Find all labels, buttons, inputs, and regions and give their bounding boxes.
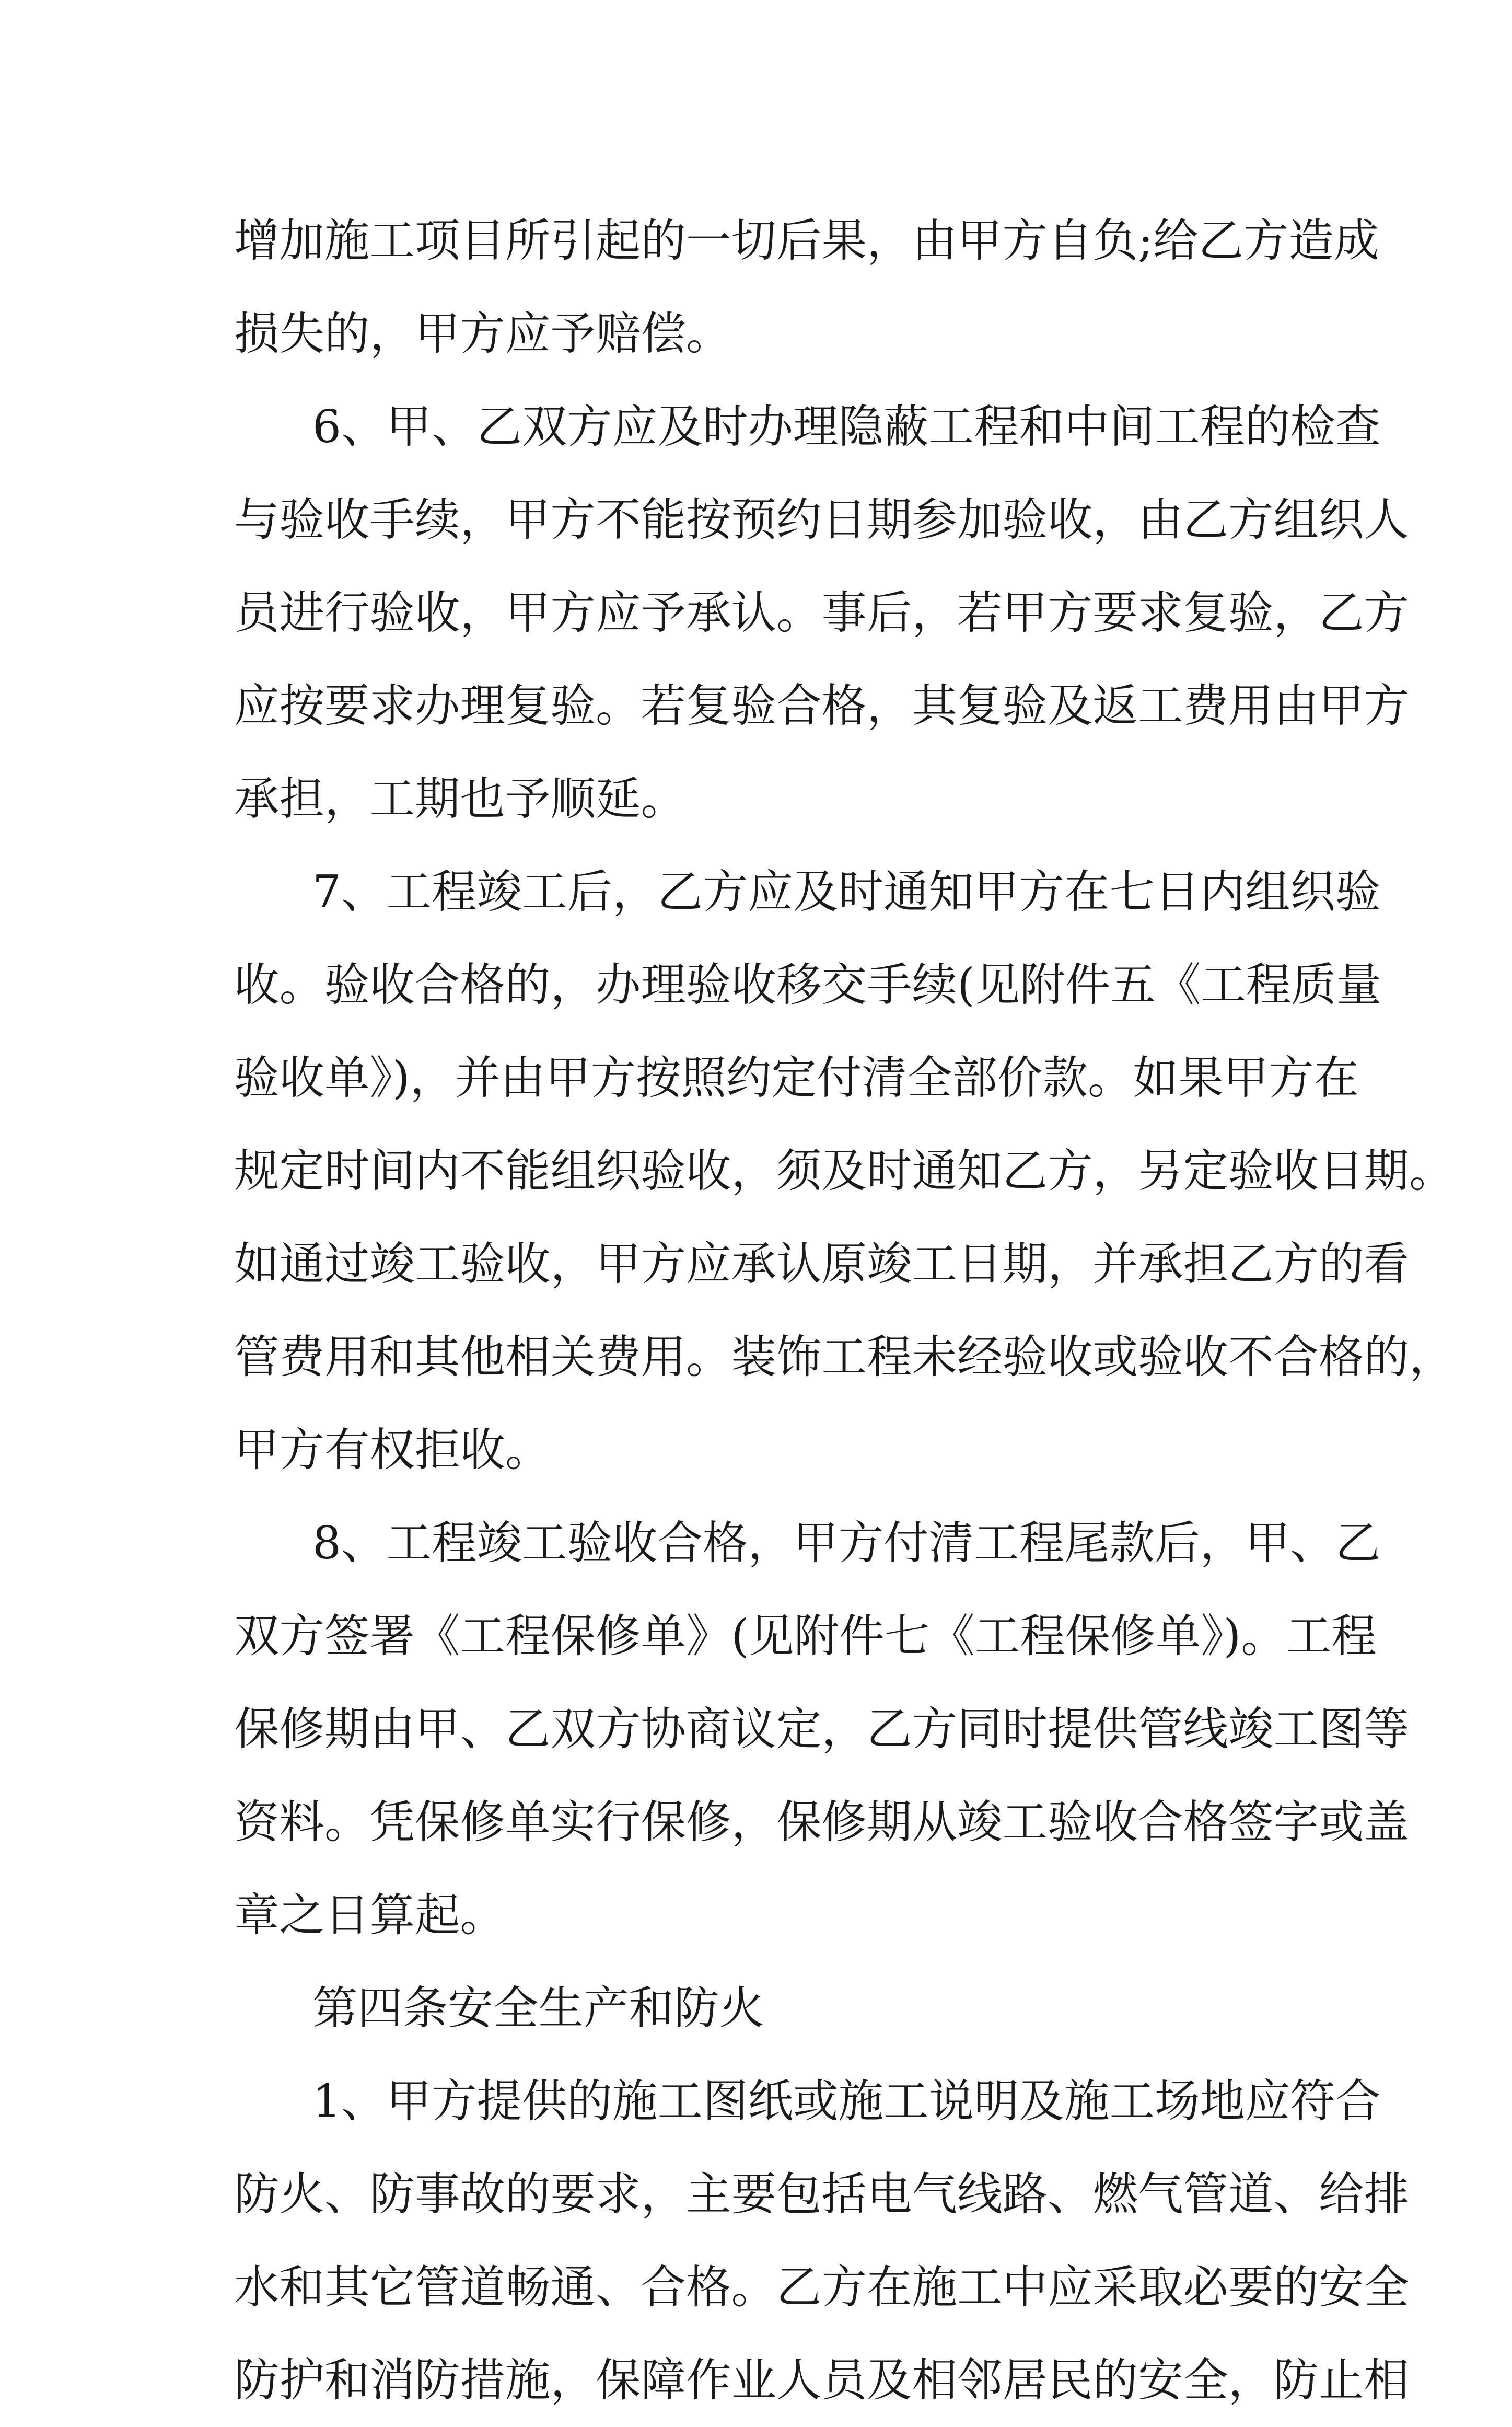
text-line: 双方签署《工程保修单》(见附件七《工程保修单》)。工程 <box>234 1610 1377 1662</box>
article-heading <box>234 1962 1279 2055</box>
text-line: 损失的，甲方应予赔偿。 <box>234 308 731 360</box>
text-line: 保修期由甲、乙双方协商议定，乙方同时提供管线竣工图等 <box>234 1703 1409 1755</box>
text-line: 章之日算起。 <box>234 1889 505 1941</box>
text-line: 如通过竣工验收，甲方应承认原竣工日期，并承担乙方的看 <box>234 1238 1409 1290</box>
text-line: 管费用和其他相关费用。装饰工程未经验收或验收不合格的， <box>234 1331 1455 1383</box>
text-line: 资料。凭保修单实行保修，保修期从竣工验收合格签字或盖 <box>234 1796 1409 1848</box>
paragraph-clause-8 <box>234 1497 1409 1962</box>
text-line: 甲方有权拒收。 <box>234 1424 551 1476</box>
section-heading: 第四条安全生产和防火 <box>312 1982 764 2035</box>
text-line: 承担，工期也予顺延。 <box>234 773 686 825</box>
text-line: 增加施工项目所引起的一切后果，由甲方自负;给乙方造成 <box>234 215 1379 267</box>
paragraph-clause-6 <box>234 380 1409 846</box>
text-line: 1、甲方提供的施工图纸或施工说明及施工场地应符合 <box>312 2075 1381 2128</box>
text-line: 8、工程竣工验收合格，甲方付清工程尾款后，甲、乙 <box>312 1517 1381 1569</box>
paragraph-continuation <box>234 194 1379 380</box>
text-line: 与验收手续，甲方不能按预约日期参加验收，由乙方组织人 <box>234 494 1409 546</box>
paragraph-article-4-clause-1 <box>234 2055 1409 2427</box>
text-line: 应按要求办理复验。若复验合格，其复验及返工费用由甲方 <box>234 680 1409 732</box>
paragraph-clause-7 <box>234 846 1455 1497</box>
text-line: 防护和消防措施，保障作业人员及相邻居民的安全，防止相 <box>234 2354 1409 2407</box>
text-line: 7、工程竣工后，乙方应及时通知甲方在七日内组织验 <box>312 866 1381 918</box>
document-body <box>234 194 1455 2427</box>
text-line: 防火、防事故的要求，主要包括电气线路、燃气管道、给排 <box>234 2168 1409 2221</box>
text-line: 规定时间内不能组织验收，须及时通知乙方，另定验收日期。 <box>234 1145 1455 1197</box>
text-line: 员进行验收，甲方应予承认。事后，若甲方要求复验，乙方 <box>234 587 1409 639</box>
text-line: 验收单》)，并由甲方按照约定付清全部价款。如果甲方在 <box>234 1052 1359 1104</box>
text-line: 收。验收合格的，办理验收移交手续(见附件五《工程质量 <box>234 959 1382 1011</box>
text-line: 6、甲、乙双方应及时办理隐蔽工程和中间工程的检查 <box>312 401 1381 453</box>
text-line: 水和其它管道畅通、合格。乙方在施工中应采取必要的安全 <box>234 2261 1409 2314</box>
